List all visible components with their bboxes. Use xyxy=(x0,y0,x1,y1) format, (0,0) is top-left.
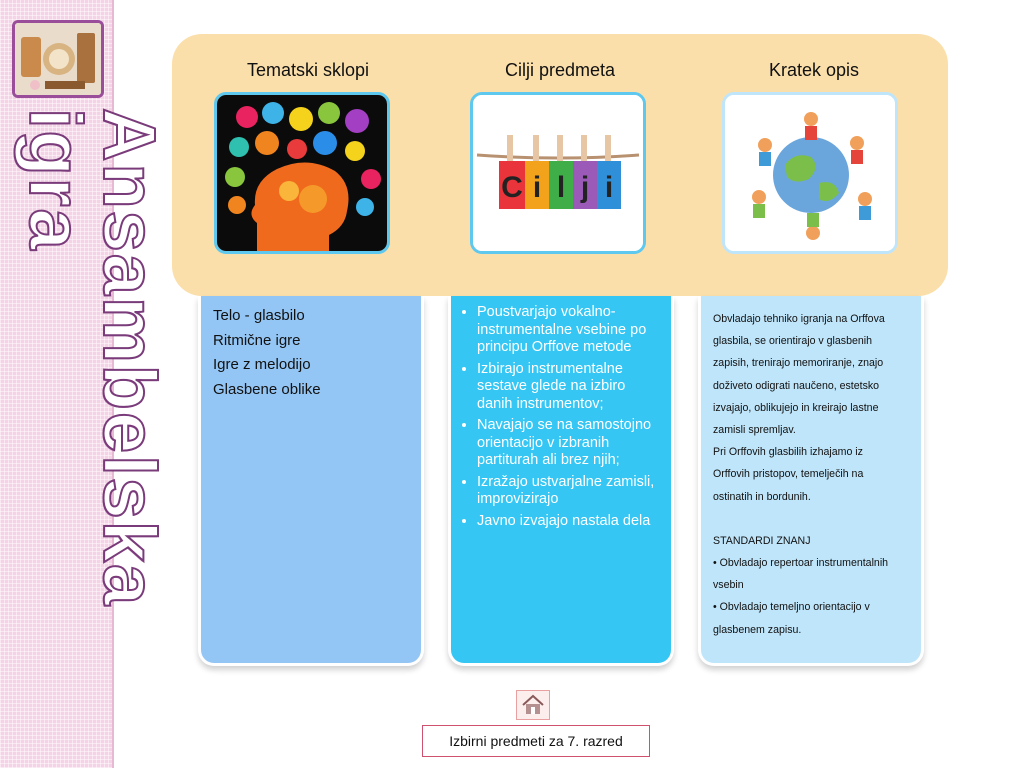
description-line: • Obvladajo temeljno orientacijo v xyxy=(713,601,870,614)
svg-text:i: i xyxy=(604,171,614,204)
list-item: • Navajajo se na samostojno orientacijo v izbranih partiturah ali brez njih; xyxy=(477,417,663,470)
description-line: glasbila, se orientirajo v glasbenih xyxy=(713,335,872,348)
description-line: Obvladajo tehniko igranja na Orffova xyxy=(713,313,885,325)
head-with-music-and-learning-icons-image xyxy=(214,92,390,254)
card-tematski-sklopi xyxy=(198,296,424,666)
description-line: • Obvladajo repertoar instrumentalnih xyxy=(713,557,889,570)
cilji-letters-on-clothesline-image xyxy=(470,92,646,254)
sidebar xyxy=(0,0,171,768)
description-line: izvajajo, oblikujejo in kreirajo lastne xyxy=(713,401,879,414)
list-item: • Poustvarjajo vokalno-instrumentalne vsebine po principu Orffove metode xyxy=(477,304,663,357)
tematski-sklopi-list xyxy=(201,296,421,410)
list-item: • Javno izvajajo nastala dela xyxy=(477,513,663,531)
column-heading-tematski-sklopi: Tematski sklopi xyxy=(246,60,370,80)
card-cilji-predmeta xyxy=(448,296,674,666)
standardi-znanj-heading: STANDARDI ZNANJ xyxy=(713,534,811,547)
card-kratek-opis xyxy=(698,296,924,666)
list-item: • Izbirajo instrumentalne sestave glede na izbiro danih instrumentov; xyxy=(477,361,663,414)
description-line: doživeto odigrati naučeno, estetsko xyxy=(713,379,880,392)
column-heading-cilji-predmeta: Cilji predmeta xyxy=(504,60,616,80)
svg-text:l: l xyxy=(556,171,566,204)
list-item: Igre z melodijo xyxy=(213,356,311,373)
sidebar-title: Ansambelska igra xyxy=(14,108,171,608)
description-line: ostinatih in bordunih. xyxy=(713,490,811,503)
home-icon xyxy=(521,694,545,716)
description-line: glasbenem zapisu. xyxy=(713,623,802,636)
description-line: vsebin xyxy=(713,579,744,592)
home-button[interactable] xyxy=(516,690,550,720)
svg-text:j: j xyxy=(580,171,590,204)
blank-line xyxy=(713,508,913,530)
footer-link-izbirni-predmeti[interactable]: Izbirni predmeti za 7. razred xyxy=(422,725,650,757)
instruments-thumbnail-image xyxy=(12,20,104,98)
cilji-predmeta-list xyxy=(451,296,671,530)
list-item: Ritmične igre xyxy=(213,331,301,349)
column-heading-kratek-opis: Kratek opis xyxy=(768,60,860,80)
list-item: • Izražajo ustvarjalne zamisli, improvizirajo xyxy=(477,474,663,509)
description-line: zamisli spremljav. xyxy=(713,424,796,437)
description-line: Pri Orffovih glasbilih izhajamo iz xyxy=(713,446,863,459)
svg-text:i: i xyxy=(532,171,542,204)
svg-text:C: C xyxy=(501,171,523,204)
list-item: Telo - glasbilo xyxy=(213,307,305,324)
list-item: Glasbene oblike xyxy=(213,380,321,398)
children-around-globe-image xyxy=(722,92,898,254)
description-line: Orffovih pristopov, temelječih na xyxy=(713,468,864,481)
kratek-opis-text xyxy=(701,296,921,641)
description-line: zapisih, trenirajo memoriranje, znajo xyxy=(713,357,884,370)
